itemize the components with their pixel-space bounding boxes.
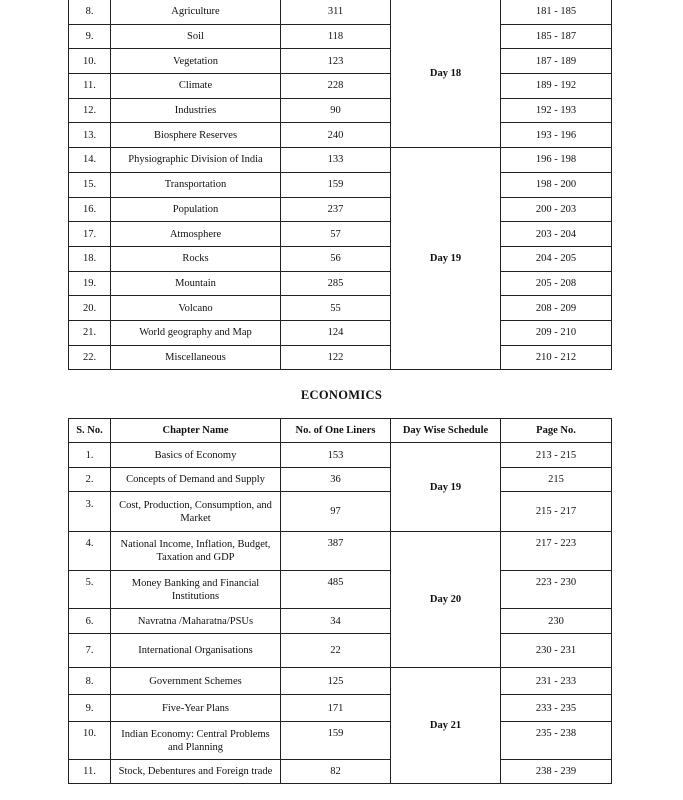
chapter-cell: Basics of Economy: [111, 443, 281, 468]
table-row: [69, 532, 612, 571]
sno-cell: 20.: [69, 296, 111, 321]
pages-cell: 198 - 200: [501, 172, 612, 197]
pages-cell: 210 - 212: [501, 345, 612, 370]
one-liners-cell: 82: [281, 760, 391, 784]
chapter-cell: Money Banking and Financial Institutions: [111, 571, 281, 609]
table-row: [69, 148, 612, 173]
table-row: [69, 98, 612, 123]
table-row: [69, 492, 612, 532]
one-liners-cell: 133: [281, 148, 391, 173]
table-row: [69, 222, 612, 247]
chapter-cell: Agriculture: [111, 0, 281, 24]
chapter-cell: Mountain: [111, 271, 281, 296]
economics-table: [68, 418, 612, 784]
day-cell: Day 19: [391, 443, 501, 532]
one-liners-cell: 124: [281, 320, 391, 345]
sno-cell: 16.: [69, 197, 111, 222]
header-row: [69, 419, 612, 443]
chapter-cell: Volcano: [111, 296, 281, 321]
pages-cell: 235 - 238: [501, 722, 612, 760]
pages-cell: 233 - 235: [501, 695, 612, 722]
sno-cell: 9.: [69, 695, 111, 722]
chapter-cell: Cost, Production, Consumption, and Market: [111, 492, 281, 532]
table-row: [69, 172, 612, 197]
one-liners-cell: 118: [281, 24, 391, 49]
sno-cell: 7.: [69, 634, 111, 668]
chapter-cell: National Income, Inflation, Budget, Taxation and GDP: [111, 532, 281, 571]
pages-cell: 185 - 187: [501, 24, 612, 49]
sno-cell: 14.: [69, 148, 111, 173]
pages-cell: 231 - 233: [501, 668, 612, 695]
pages-cell: 215: [501, 468, 612, 492]
pages-cell: 223 - 230: [501, 571, 612, 609]
chapter-cell: Five-Year Plans: [111, 695, 281, 722]
sno-cell: 2.: [69, 468, 111, 492]
sno-cell: 18.: [69, 246, 111, 271]
one-liners-cell: 122: [281, 345, 391, 370]
one-liners-cell: 97: [281, 492, 391, 532]
chapter-cell: Soil: [111, 24, 281, 49]
table-row: [69, 296, 612, 321]
chapter-cell: Atmosphere: [111, 222, 281, 247]
one-liners-cell: 285: [281, 271, 391, 296]
sno-cell: 11.: [69, 760, 111, 784]
one-liners-cell: 56: [281, 246, 391, 271]
one-liners-cell: 485: [281, 571, 391, 609]
column-header: Page No.: [501, 419, 612, 443]
sno-cell: 10.: [69, 49, 111, 74]
table-row: [69, 571, 612, 609]
sno-cell: 4.: [69, 532, 111, 571]
table-row: [69, 24, 612, 49]
chapter-cell: Rocks: [111, 246, 281, 271]
day-cell: Day 19: [391, 148, 501, 370]
table-row: [69, 609, 612, 634]
sno-cell: 8.: [69, 668, 111, 695]
one-liners-cell: 55: [281, 296, 391, 321]
one-liners-cell: 228: [281, 74, 391, 99]
chapter-cell: Government Schemes: [111, 668, 281, 695]
pages-cell: 213 - 215: [501, 443, 612, 468]
pages-cell: 205 - 208: [501, 271, 612, 296]
geography-table: [68, 0, 612, 370]
chapter-cell: Climate: [111, 74, 281, 99]
pages-cell: 208 - 209: [501, 296, 612, 321]
sno-cell: 8.: [69, 0, 111, 24]
table-row: [69, 123, 612, 148]
sno-cell: 1.: [69, 443, 111, 468]
chapter-cell: World geography and Map: [111, 320, 281, 345]
one-liners-cell: 159: [281, 172, 391, 197]
chapter-cell: Transportation: [111, 172, 281, 197]
chapter-cell: Population: [111, 197, 281, 222]
chapter-cell: Industries: [111, 98, 281, 123]
one-liners-cell: 153: [281, 443, 391, 468]
table-row: [69, 320, 612, 345]
sno-cell: 12.: [69, 98, 111, 123]
table-row: [69, 271, 612, 296]
chapter-cell: Physiographic Division of India: [111, 148, 281, 173]
pages-cell: 209 - 210: [501, 320, 612, 345]
table-row: [69, 443, 612, 468]
table-row: [69, 197, 612, 222]
one-liners-cell: 90: [281, 98, 391, 123]
one-liners-cell: 387: [281, 532, 391, 571]
chapter-cell: Navratna /Maharatna/PSUs: [111, 609, 281, 634]
one-liners-cell: 240: [281, 123, 391, 148]
sno-cell: 19.: [69, 271, 111, 296]
sno-cell: 17.: [69, 222, 111, 247]
pages-cell: 215 - 217: [501, 492, 612, 532]
column-header: S. No.: [69, 419, 111, 443]
table-row: [69, 722, 612, 760]
table-row: [69, 468, 612, 492]
sno-cell: 3.: [69, 492, 111, 532]
one-liners-cell: 36: [281, 468, 391, 492]
sno-cell: 10.: [69, 722, 111, 760]
one-liners-cell: 57: [281, 222, 391, 247]
sno-cell: 13.: [69, 123, 111, 148]
chapter-cell: Vegetation: [111, 49, 281, 74]
day-cell: Day 21: [391, 668, 501, 784]
one-liners-cell: 125: [281, 668, 391, 695]
table-row: [69, 668, 612, 695]
column-header: No. of One Liners: [281, 419, 391, 443]
table-row: [69, 246, 612, 271]
pages-cell: 230 - 231: [501, 634, 612, 668]
table-row: [69, 49, 612, 74]
pages-cell: 203 - 204: [501, 222, 612, 247]
chapter-cell: Concepts of Demand and Supply: [111, 468, 281, 492]
sno-cell: 21.: [69, 320, 111, 345]
one-liners-cell: 34: [281, 609, 391, 634]
sno-cell: 11.: [69, 74, 111, 99]
sno-cell: 22.: [69, 345, 111, 370]
table-row: [69, 695, 612, 722]
pages-cell: 200 - 203: [501, 197, 612, 222]
one-liners-cell: 171: [281, 695, 391, 722]
pages-cell: 193 - 196: [501, 123, 612, 148]
column-header: Day Wise Schedule: [391, 419, 501, 443]
sno-cell: 5.: [69, 571, 111, 609]
chapter-cell: Stock, Debentures and Foreign trade: [111, 760, 281, 784]
day-cell: Day 20: [391, 532, 501, 668]
chapter-cell: Biosphere Reserves: [111, 123, 281, 148]
pages-cell: 238 - 239: [501, 760, 612, 784]
one-liners-cell: 237: [281, 197, 391, 222]
pages-cell: 187 - 189: [501, 49, 612, 74]
pages-cell: 189 - 192: [501, 74, 612, 99]
table-row: [69, 74, 612, 99]
day-cell: Day 18: [391, 0, 501, 148]
column-header: Chapter Name: [111, 419, 281, 443]
table-row: [69, 634, 612, 668]
table-row: [69, 345, 612, 370]
pages-cell: 230: [501, 609, 612, 634]
sno-cell: 9.: [69, 24, 111, 49]
pages-cell: 192 - 193: [501, 98, 612, 123]
sno-cell: 15.: [69, 172, 111, 197]
table-row: [69, 0, 612, 24]
chapter-cell: Indian Economy: Central Problems and Planning: [111, 722, 281, 760]
pages-cell: 181 - 185: [501, 0, 612, 24]
pages-cell: 204 - 205: [501, 246, 612, 271]
sno-cell: 6.: [69, 609, 111, 634]
one-liners-cell: 123: [281, 49, 391, 74]
chapter-cell: International Organisations: [111, 634, 281, 668]
pages-cell: 217 - 223: [501, 532, 612, 571]
chapter-cell: Miscellaneous: [111, 345, 281, 370]
one-liners-cell: 311: [281, 0, 391, 24]
section-title: ECONOMICS: [300, 388, 383, 402]
pages-cell: 196 - 198: [501, 148, 612, 173]
one-liners-cell: 22: [281, 634, 391, 668]
one-liners-cell: 159: [281, 722, 391, 760]
table-row: [69, 760, 612, 784]
